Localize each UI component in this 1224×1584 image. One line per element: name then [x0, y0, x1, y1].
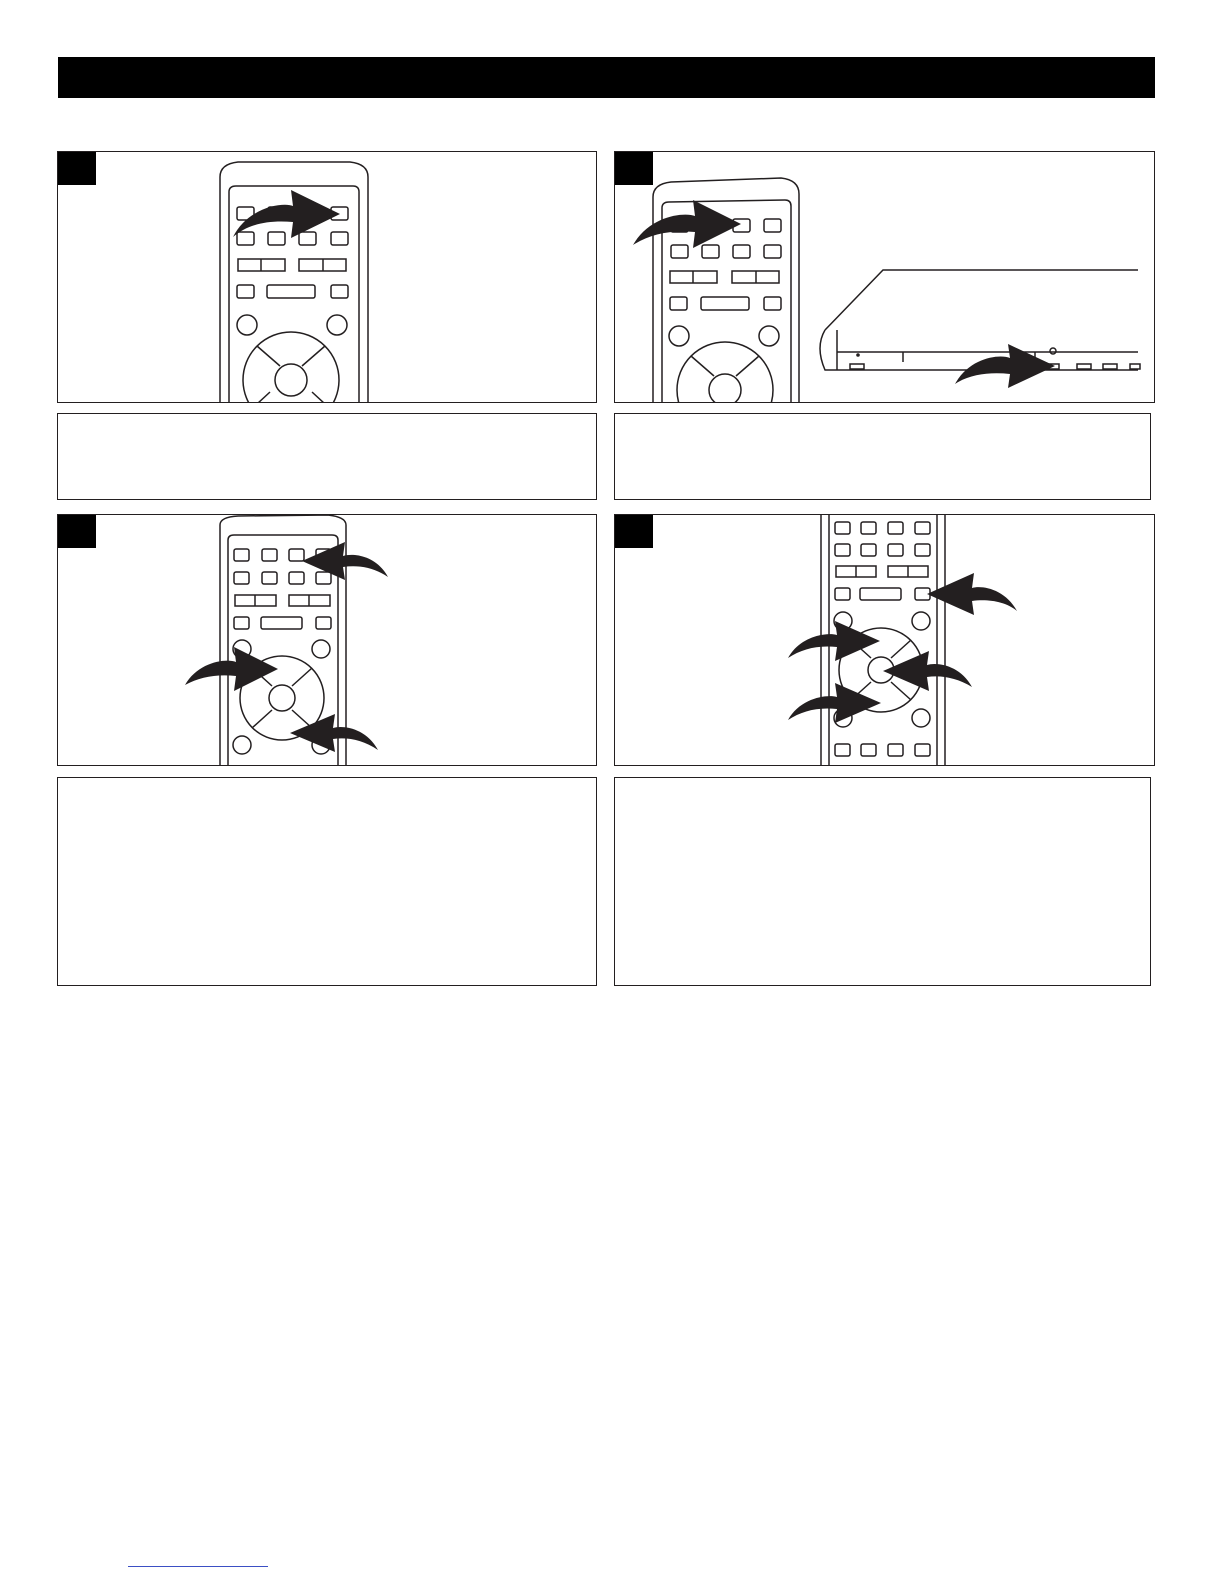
arrow-icon	[883, 651, 972, 691]
remote-control-drawing	[58, 152, 597, 403]
step-1-caption-box	[57, 413, 597, 500]
arrow-icon	[927, 573, 1017, 615]
step-3-caption-box	[57, 777, 597, 986]
footer-link-underline[interactable]	[128, 1566, 268, 1567]
arrow-icon	[788, 621, 880, 661]
step-2-illustration	[614, 151, 1155, 403]
arrow-icon	[633, 200, 741, 248]
arrow-icon	[955, 344, 1055, 388]
remote-control-drawing	[58, 515, 597, 766]
step-2-caption-box	[614, 413, 1151, 500]
step-3-illustration	[57, 514, 597, 766]
arrow-icon	[233, 190, 340, 238]
remote-control-drawing	[615, 515, 1155, 766]
remote-and-player-drawing	[615, 152, 1155, 403]
section-header-bar	[58, 57, 1155, 98]
step-1-illustration	[57, 151, 597, 403]
step-4-illustration	[614, 514, 1155, 766]
arrow-icon	[185, 647, 278, 691]
arrow-icon	[302, 542, 388, 580]
step-4-caption-box	[614, 777, 1151, 986]
